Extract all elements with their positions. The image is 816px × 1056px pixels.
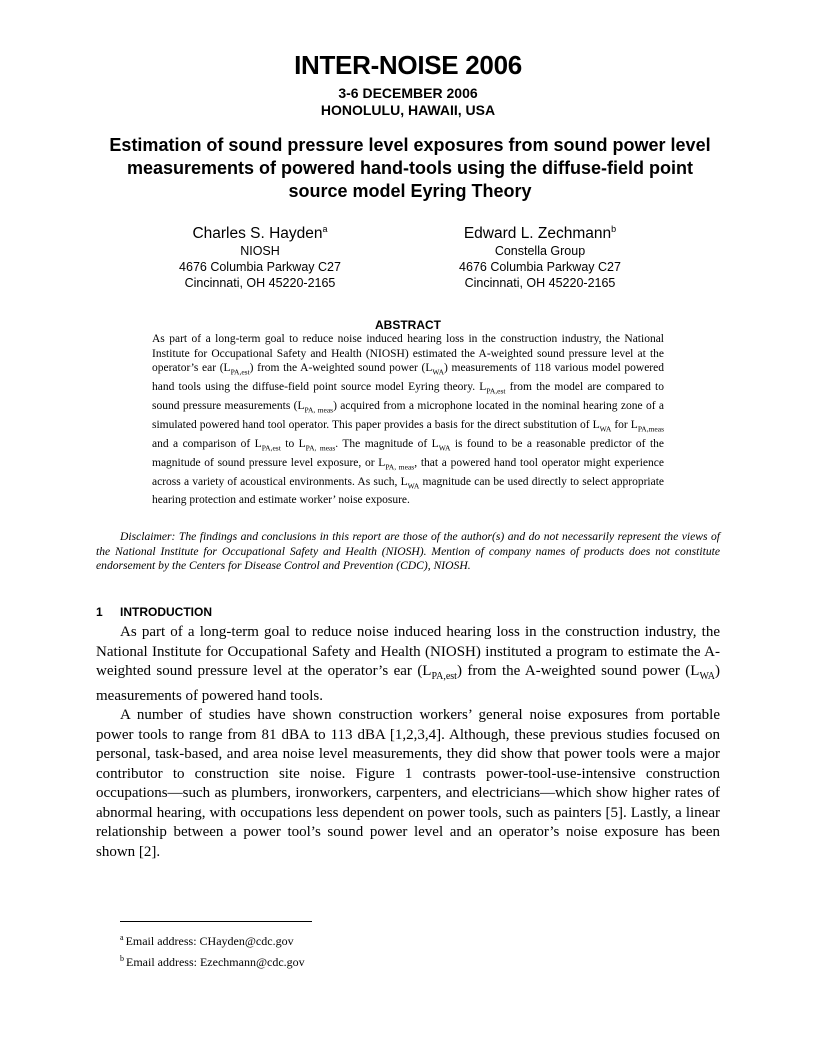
author-footnote-mark: b (611, 224, 617, 234)
footnote-b: $^b$ Email address: Ezechmann@cdc.gov (120, 954, 305, 969)
author-block-2 (435, 220, 645, 291)
author-organization: NIOSH (240, 244, 280, 259)
disclaimer: Disclaimer: The findings and conclusions in this report are those of the author(s) and do not necessarily represent the views of the National Institute for Occupational Safety and Health (NIOSH). Mention of company names of products does not constitute endorsement by the Centers for Disease Control and Prevention (CDC), NIOSH. (96, 530, 720, 572)
conference-location: HONOLULU, HAWAII, USA (320, 102, 496, 118)
conference-dates: 3-6 DECEMBER 2006 (338, 85, 478, 101)
intro-paragraph-2: A number of studies have shown construction workers’ general noise exposures from portable power tools to range from 81 dBA to 113 dBA [1,2,3,4]. Although, these previous studies focused on personal, task-based, and area noise level measurements, they did show that power tools were a major contributor to construction site noise. Figure 1 contrasts power-tool-use-intensive construction occupations—such as plumbers, ironworkers, carpenters, and electricians—which show higher rates of abnormal hearing, with occupations less dependent on power tools, such as painters [5]. Lastly, a linear relationship between a power tool’s sound power level and an operator’s noise exposure has been shown [2]. (96, 707, 720, 860)
abstract-heading: ABSTRACT (375, 318, 441, 332)
footnote-a: $^a$ Email address: CHayden@cdc.gov (120, 933, 294, 948)
intro-paragraph-1: As part of a long-term goal to reduce noise induced hearing loss in the construction industry, the National Institute for Occupational Safety and Health (NIOSH) instituted a program to estimate the A-weighted sound pressure level at the operator’s ear $(L_{PA,est})$ from the A-weighted sound power $(L_{WA})$ measurements of powered hand tools. (96, 624, 720, 704)
author-block-1 (155, 220, 365, 291)
section-title: INTRODUCTION (120, 605, 212, 619)
author-address-line1: 4676 Columbia Parkway C27 (179, 260, 341, 275)
introduction-body (96, 623, 720, 862)
abstract-body: As part of a long-term goal to reduce noise induced hearing loss in the construction industry, the National Institute for Occupational Safety and Health (NIOSH) estimated the A-weighted sound pressure level at the operator’s ear $(L_{PA,est})$ from the A-weighted sound power $(L_{WA})$ measurements of 118 various model powered hand tools using the diffuse-field point source model Eyring theory. $L_{PA,est}$ from the model are compared to sound pressure measurements $(L_{PA, meas})$ acquired from a microphone located in the nominal hearing zone of a simulated powered hand tool operator. This paper provides a basis for the direct substitution of $L_{WA}$ for $L_{PA,meas}$ and a comparison of $L_{PA,est}$ to $L_{PA, meas}$. The magnitude of $L_{WA}$ is found to be a reasonable predictor of the magnitude of sound pressure level exposure, or $L_{PA, meas}$, that a powered hand tool operator might experience across a variety of acoustical environments. As such, $L_{WA}$ magnitude can be used directly to select appropriate hearing protection and estimate worker’ noise exposure. (152, 333, 664, 507)
footnotes (120, 929, 620, 971)
footnote-divider (120, 921, 312, 922)
section-heading (96, 605, 212, 619)
author-name: Charles S. Hayden (192, 225, 323, 243)
author-footnote-mark: a (322, 224, 328, 234)
author-organization: Constella Group (494, 244, 586, 259)
paper-title: Estimation of sound pressure level exposures from sound power level measurements of powered hand-tools using the diffuse-field point source model Eyring Theory (109, 135, 711, 201)
author-address-line2: Cincinnati, OH 45220-2165 (464, 276, 616, 291)
conference-title: INTER-NOISE 2006 (294, 50, 522, 80)
author-address-line1: 4676 Columbia Parkway C27 (459, 260, 621, 275)
author-name: Edward L. Zechmann (463, 225, 612, 243)
section-number: 1 (96, 605, 103, 619)
author-address-line2: Cincinnati, OH 45220-2165 (184, 276, 336, 291)
